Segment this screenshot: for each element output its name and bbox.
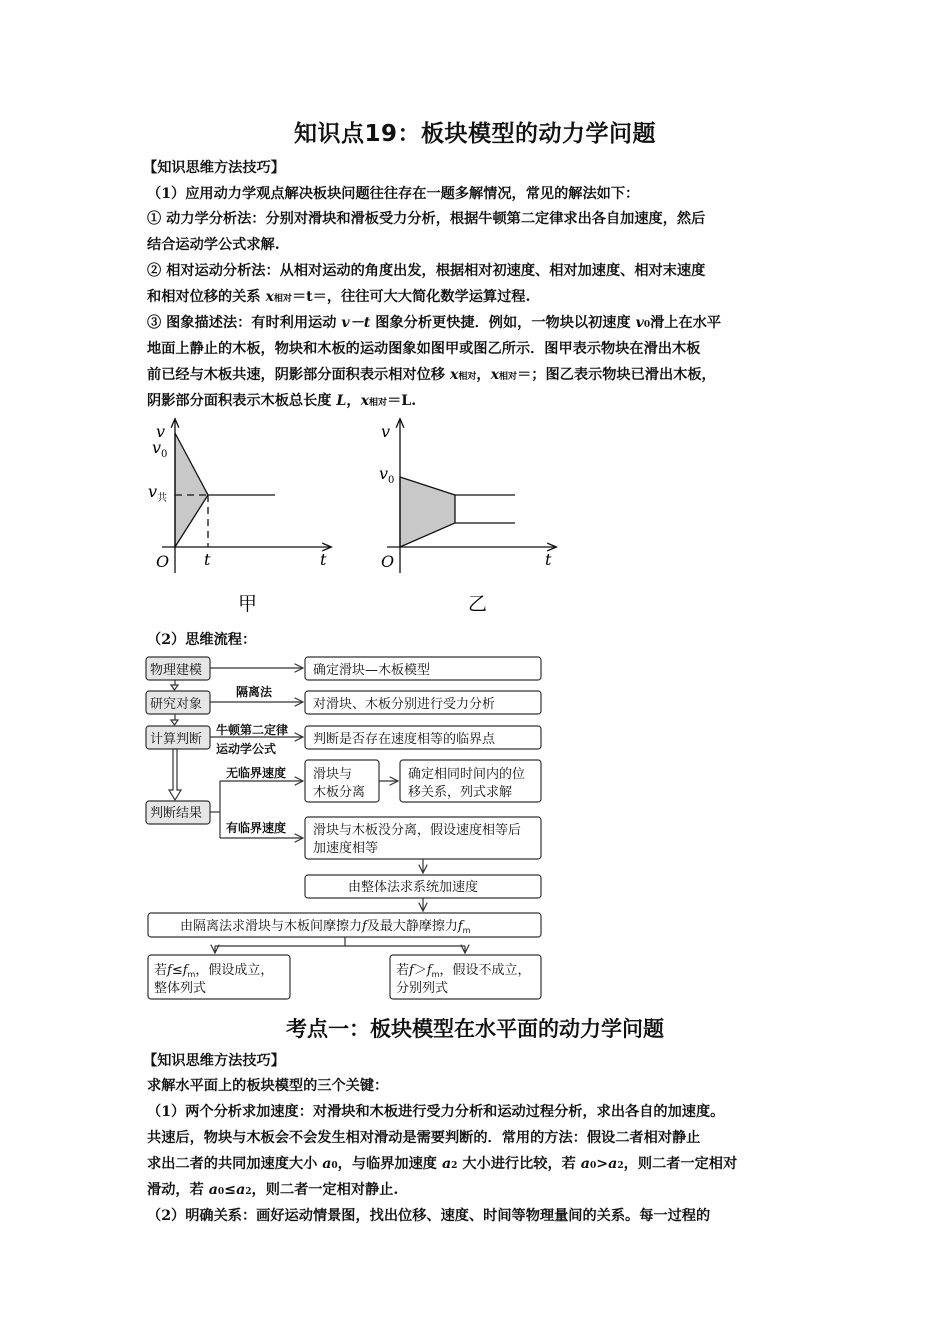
shaded-region xyxy=(175,433,208,547)
shaded-region xyxy=(400,477,455,547)
method-3-line-4: 阴影部分面积表示木板总长度 L，x相对＝L. xyxy=(147,393,417,409)
svg-text:整体列式: 整体列式 xyxy=(154,981,207,996)
svg-text:有临界速度: 有临界速度 xyxy=(226,821,287,835)
section-heading: 【知识思维方法技巧】 xyxy=(143,160,285,176)
caption-jia: 甲 xyxy=(238,593,258,615)
method-3-line-2: 地面上静止的木板，物块和木板的运动图象如图甲或图乙所示．图甲表示物块在滑出木板 xyxy=(147,341,701,357)
method-1-line-1: ① 动力学分析法：分别对滑块和滑板受力分析，根据牛顿第二定律求出各自加速度，然后 xyxy=(147,211,706,227)
section-title: 考点一：板块模型在水平面的动力学问题 xyxy=(286,1017,664,1041)
method-2-line-2: 和相对位移的关系 x相对＝t＝，往往可大大简化数学运算过程. xyxy=(147,289,531,305)
svg-text:对滑块、木板分别进行受力分析: 对滑块、木板分别进行受力分析 xyxy=(313,697,496,712)
svg-text:O: O xyxy=(381,552,395,571)
svg-text:t: t xyxy=(204,550,211,569)
svg-text:v: v xyxy=(381,422,391,441)
svg-text:运动学公式: 运动学公式 xyxy=(216,742,277,756)
svg-text:滑块与木板没分离，假设速度相等后: 滑块与木板没分离，假设速度相等后 xyxy=(313,823,522,838)
svg-text:v共: $v_共$ xyxy=(148,482,168,504)
paragraph-1: （1）应用动力学观点解决板块问题往往存在一题多解情况，常见的解法如下： xyxy=(147,186,640,202)
page-title: 知识点19：板块模型的动力学问题 xyxy=(293,121,656,147)
key-1-line-1: （1）两个分析求加速度：对滑块和木板进行受力分析和运动过程分析，求出各自的加速度。 xyxy=(147,1104,725,1120)
svg-text:研究对象: 研究对象 xyxy=(150,697,203,712)
section2-intro: 求解水平面上的板块模型的三个关键： xyxy=(147,1078,389,1094)
svg-text:t: t xyxy=(545,550,552,569)
svg-text:判断是否存在速度相等的临界点: 判断是否存在速度相等的临界点 xyxy=(313,732,496,747)
svg-text:v0: $v_0$ xyxy=(152,438,168,460)
svg-text:t: t xyxy=(320,550,327,569)
svg-text:由隔离法求滑块与木板间摩擦力f及最大静摩擦力fm: 由隔离法求滑块与木板间摩擦力f及最大静摩擦力$f_m$ xyxy=(180,919,471,935)
key-1-line-2: 共速后，物块与木板会不会发生相对滑动是需要判断的．常用的方法：假设二者相对静止 xyxy=(147,1130,701,1146)
svg-text:v: v xyxy=(156,422,166,441)
svg-text:若f＞fm，假设不成立，: 若$f>f_m$，假设不成立， xyxy=(396,963,531,979)
caption-yi: 乙 xyxy=(468,593,488,615)
svg-text:无临界速度: 无临界速度 xyxy=(226,766,287,780)
key-2-line-1: （2）明确关系：画好运动情景图，找出位移、速度、时间等物理量间的关系。每一过程的 xyxy=(147,1208,711,1224)
svg-text:牛顿第二定律: 牛顿第二定律 xyxy=(216,723,289,737)
method-2-line-1: ② 相对运动分析法：从相对运动的角度出发，根据相对初速度、相对加速度、相对末速度 xyxy=(147,263,706,279)
flow-heading: （2）思维流程： xyxy=(147,632,257,648)
svg-text:木板分离: 木板分离 xyxy=(313,785,366,800)
svg-text:隔离法: 隔离法 xyxy=(236,685,273,699)
method-3-line-3: 前已经与木板共速，阴影部分面积表示相对位移 x相对，x相对＝；图乙表示物块已滑出木板， xyxy=(147,367,716,383)
svg-text:计算判断: 计算判断 xyxy=(150,732,203,747)
svg-text:确定滑块—木板模型: 确定滑块—木板模型 xyxy=(313,663,431,678)
svg-text:滑块与: 滑块与 xyxy=(313,767,353,782)
svg-text:v0: $v_0$ xyxy=(379,464,395,486)
svg-text:O: O xyxy=(156,552,170,571)
graph-jia xyxy=(140,415,350,620)
svg-text:确定相同时间内的位: 确定相同时间内的位 xyxy=(408,767,526,782)
key-1-line-4: 滑动，若 a0≤a2，则二者一定相对静止. xyxy=(147,1182,399,1198)
flowchart xyxy=(140,650,550,1010)
svg-text:分别列式: 分别列式 xyxy=(396,981,449,996)
svg-text:移关系，列式求解: 移关系，列式求解 xyxy=(408,785,513,800)
svg-text:若f≤fm，假设成立，: 若$f\le f_m$，假设成立， xyxy=(154,963,274,979)
key-1-line-3: 求出二者的共同加速度大小 a0，与临界加速度 a2 大小进行比较，若 a0>a2，则二者一定相对 xyxy=(147,1156,738,1172)
method-1-line-2: 结合运动学公式求解. xyxy=(147,237,280,253)
method-3-line-1: ③ 图象描述法：有时利用运动 v－t 图象分析更快捷．例如，一物块以初速度 v0滑上在水平 xyxy=(147,315,722,331)
section2-heading: 【知识思维方法技巧】 xyxy=(143,1053,285,1069)
svg-text:由整体法求系统加速度: 由整体法求系统加速度 xyxy=(348,880,479,895)
svg-text:加速度相等: 加速度相等 xyxy=(313,841,379,856)
svg-text:物理建模: 物理建模 xyxy=(150,663,203,678)
svg-text:判断结果: 判断结果 xyxy=(150,806,203,821)
graph-yi xyxy=(365,415,575,620)
